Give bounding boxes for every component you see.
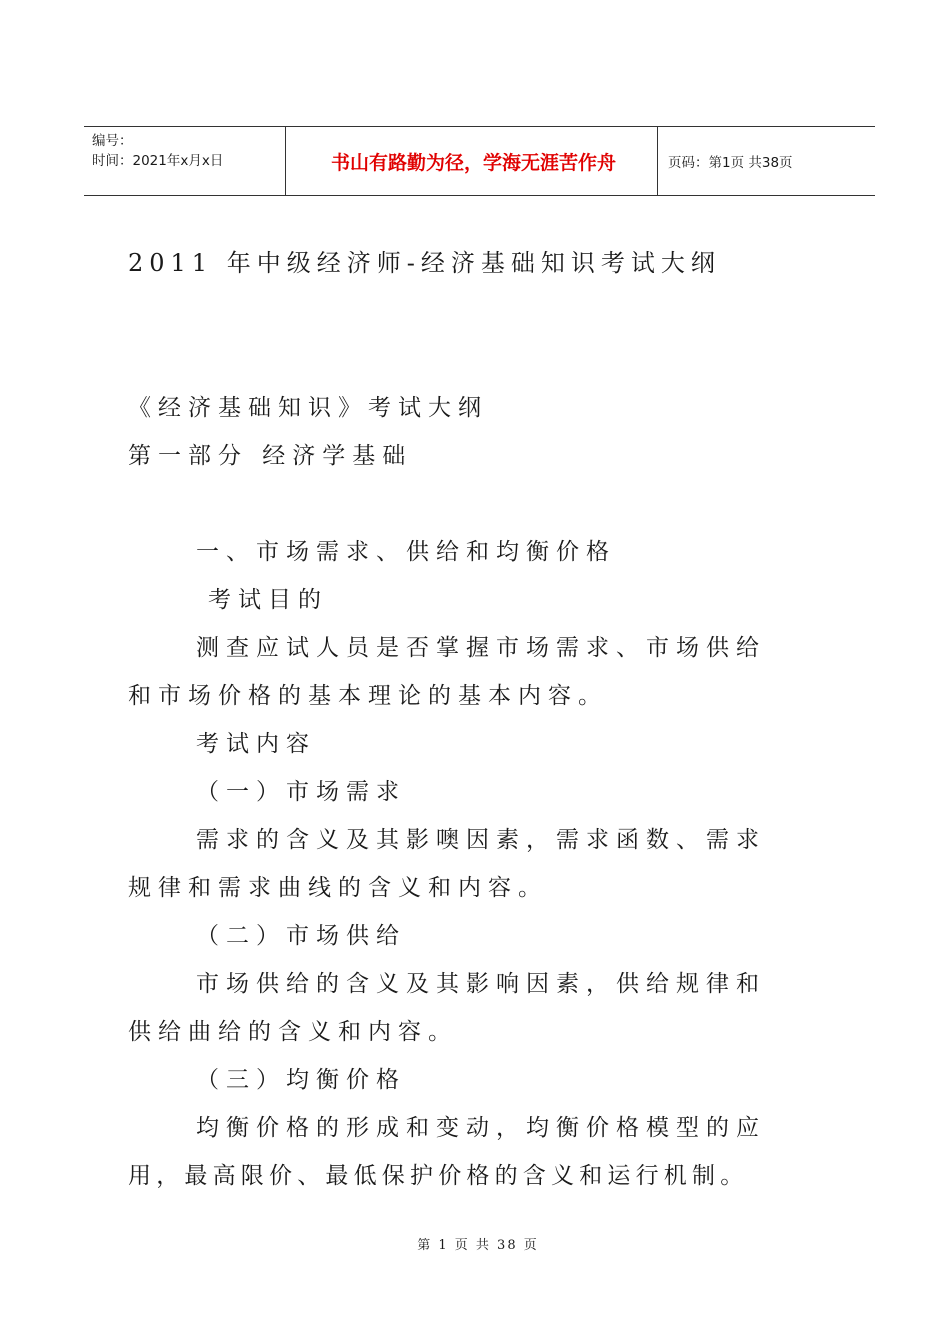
paragraph-line: 用，最高限价、最低保护价格的含义和运行机制。 bbox=[128, 1163, 749, 1189]
paragraph-line: 规律和需求曲线的含义和内容。 bbox=[128, 875, 548, 901]
paragraph-line: 需求的含义及其影噢因素，需求函数、需求 bbox=[196, 827, 766, 853]
paragraph-line: 测查应试人员是否掌握市场需求、市场供给 bbox=[196, 635, 766, 661]
number-label: 编号： bbox=[92, 133, 133, 149]
header-motto: 书山有路勤为径，学海无涯苦作舟 bbox=[286, 127, 658, 195]
page-footer: 第 1 页 共 38 页 bbox=[417, 1238, 539, 1253]
exam-content-label: 考试内容 bbox=[196, 731, 316, 757]
exam-purpose-label: 考试目的 bbox=[208, 587, 328, 613]
section-heading: 一、市场需求、供给和均衡价格 bbox=[196, 539, 616, 565]
subsection-heading: （二）市场供给 bbox=[196, 923, 406, 949]
header-meta bbox=[84, 127, 286, 195]
outline-title: 《经济基础知识》考试大纲 bbox=[128, 395, 488, 421]
paragraph-line: 供给曲给的含义和内容。 bbox=[128, 1019, 458, 1045]
paragraph-line: 和市场价格的基本理论的基本内容。 bbox=[128, 683, 608, 709]
page-header bbox=[84, 126, 875, 196]
paragraph-line: 均衡价格的形成和变动，均衡价格模型的应 bbox=[196, 1115, 766, 1141]
document-title: 2011 年中级经济师-经济基础知识考试大纲 bbox=[128, 249, 721, 277]
header-page-info: 页码：第1页 共38页 bbox=[668, 155, 793, 171]
paragraph-line: 市场供给的含义及其影响因素，供给规律和 bbox=[196, 971, 766, 997]
part-title: 第一部分 经济学基础 bbox=[128, 443, 413, 469]
subsection-heading: （三）均衡价格 bbox=[196, 1067, 406, 1093]
subsection-heading: （一）市场需求 bbox=[196, 779, 406, 805]
time-label: 时间：2021年x月x日 bbox=[92, 153, 224, 169]
